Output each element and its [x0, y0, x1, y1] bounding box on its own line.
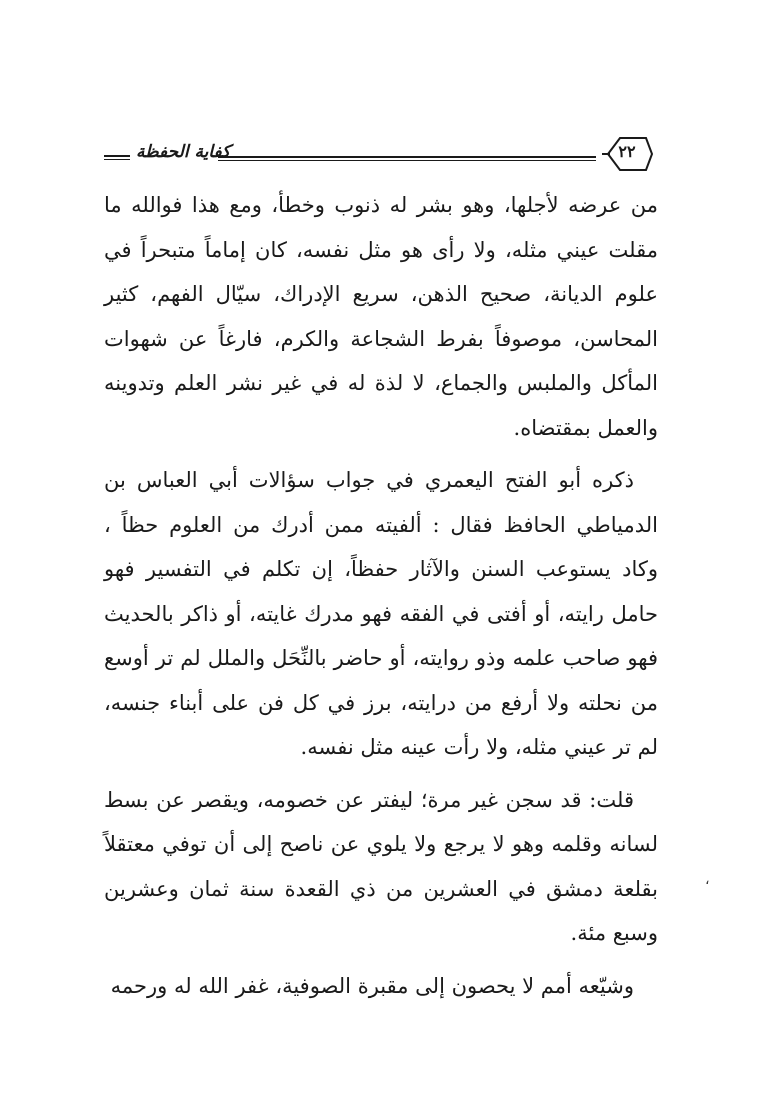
paragraph: وشيّعه أمم لا يحصون إلى مقبرة الصوفية، غفر الله له ورحمه — [110, 973, 634, 998]
page-number-badge — [600, 134, 654, 174]
margin-mark: ، — [705, 872, 710, 888]
paragraph: ذكره أبو الفتح اليعمري في جواب سؤالات أبي العباس بن الدمياطي الحافظ فقال : ألفيته ممن أدرك من العلوم حظاً ، وكاد يستوعب السنن والآثار حفظاً، إن تكلم في التفسير فهو حامل رايته، أو أفتى في الفقه فهو مدرك غايته، أو ذاكر بالحديث فهو صاحب علمه وذو روايته، أو حاضر بالنِّحَل والملل لم تر أوسع من نحلته ولا أرفع من درايته، برز في كل فن على أبناء جنسه، لم تر عيني مثله، ولا رأت عينه مثل نفسه. — [104, 468, 658, 759]
paragraph: قلت: قد سجن غير مرة؛ ليفتر عن خصومه، ويقصر عن بسط لسانه وقلمه وهو لا يرجع ولا يلوي عن ناصح إلى أن توفي معتقلاً بقلعة دمشق في العشرين من ذي القعدة سنة ثمان وعشرين وسبع مئة. — [104, 787, 658, 945]
body-text — [104, 183, 658, 1016]
header-dash — [104, 155, 130, 160]
running-title: كفاية الحفظة — [136, 142, 231, 162]
running-header — [100, 138, 662, 178]
page-number: ٢٢ — [618, 142, 636, 161]
paragraph: من عرضه لأجلها، وهو بشر له ذنوب وخطأ، ومع هذا فوالله ما مقلت عيني مثله، ولا رأى هو مثل نفسه، كان إماماً متبحراً في علوم الديانة، صحيح الذهن، سريع الإدراك، سيّال الفهم، كثير المحاسن، موصوفاً بفرط الشجاعة والكرم، فارغاً عن شهوات المأكل والملبس والجماع، لا لذة له في غير نشر العلم وتدوينه والعمل بمقتضاه. — [104, 193, 658, 440]
header-rule — [218, 156, 596, 161]
